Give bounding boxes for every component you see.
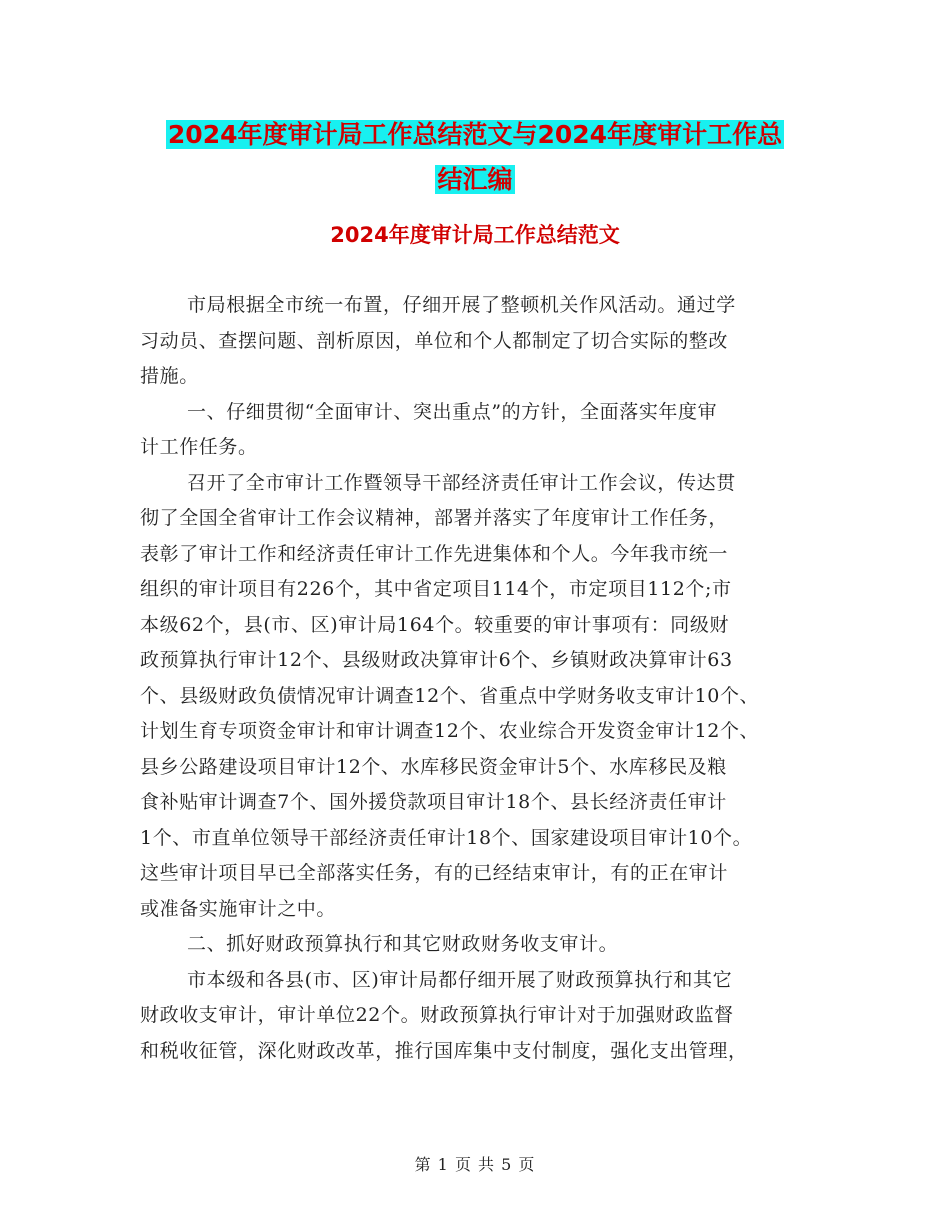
text-line-20: 市本级和各县(市、区)审计局都仔细开展了财政预算执行和其它 — [187, 968, 733, 991]
text-line-8: 表彰了审计工作和经济责任审计工作先进集体和个人。今年我市统一 — [140, 542, 729, 565]
text-line-2: 习动员、查摆问题、剖析原因，单位和个人都制定了切合实际的整改 — [140, 329, 729, 352]
text-line-17: 这些审计项目早已全部落实任务，有的已经结束审计，有的正在审计 — [140, 862, 729, 884]
text-line-13: 计划生育专项资金审计和审计调查12个、农业综合开发资金审计12个、 — [140, 720, 760, 742]
text-line-7: 彻了全国全省审计工作会议精神，部署并落实了年度审计工作任务， — [140, 507, 729, 529]
text-line-6: 召开了全市审计工作暨领导干部经济责任审计工作会议，传达贯 — [187, 471, 736, 494]
text-line-15: 食补贴审计调查7个、国外援贷款项目审计18个、县长经济责任审计 — [140, 791, 727, 813]
text-line-4: 一、仔细贯彻“全面审计、突出重点”的方针，全面落实年度审 — [187, 400, 718, 423]
text-line-10: 本级62个，县(市、区)审计局164个。较重要的审计事项有：同级财 — [140, 613, 730, 636]
text-line-1: 市局根据全市统一布置，仔细开展了整顿机关作风活动。通过学 — [187, 294, 736, 316]
text-line-5: 计工作任务。 — [140, 436, 258, 458]
text-line-22: 和税收征管，深化财政改革，推行国库集中支付制度，强化支出管理， — [140, 1039, 748, 1062]
body-text — [140, 288, 820, 1069]
text-line-21: 财政收支审计，审计单位22个。财政预算执行审计对于加强财政监督 — [140, 1004, 734, 1026]
text-line-11: 政预算执行审计12个、县级财政决算审计6个、乡镇财政决算审计63 — [140, 649, 733, 671]
text-line-9: 组织的审计项目有226个，其中省定项目114个，市定项目112个;市 — [140, 578, 732, 600]
text-line-3: 措施。 — [140, 365, 199, 387]
page-footer: 第 1 页 共 5 页 — [414, 1155, 536, 1174]
document-title — [0, 112, 950, 202]
title-line-2: 结汇编 — [437, 165, 513, 194]
text-line-19: 二、抓好财政预算执行和其它财政财务收支审计。 — [187, 933, 619, 955]
text-line-14: 县乡公路建设项目审计12个、水库移民资金审计5个、水库移民及粮 — [140, 755, 727, 778]
text-line-16: 1个、市直单位领导干部经济责任审计18个、国家建设项目审计10个。 — [140, 826, 753, 849]
section-title: 2024年度审计局工作总结范文 — [330, 223, 620, 247]
title-line-1: 2024年度审计局工作总结范文与2024年度审计工作总 — [167, 120, 783, 149]
text-line-12: 个、县级财政负债情况审计调查12个、省重点中学财务收支审计10个、 — [140, 684, 760, 707]
text-line-18: 或准备实施审计之中。 — [140, 897, 337, 920]
